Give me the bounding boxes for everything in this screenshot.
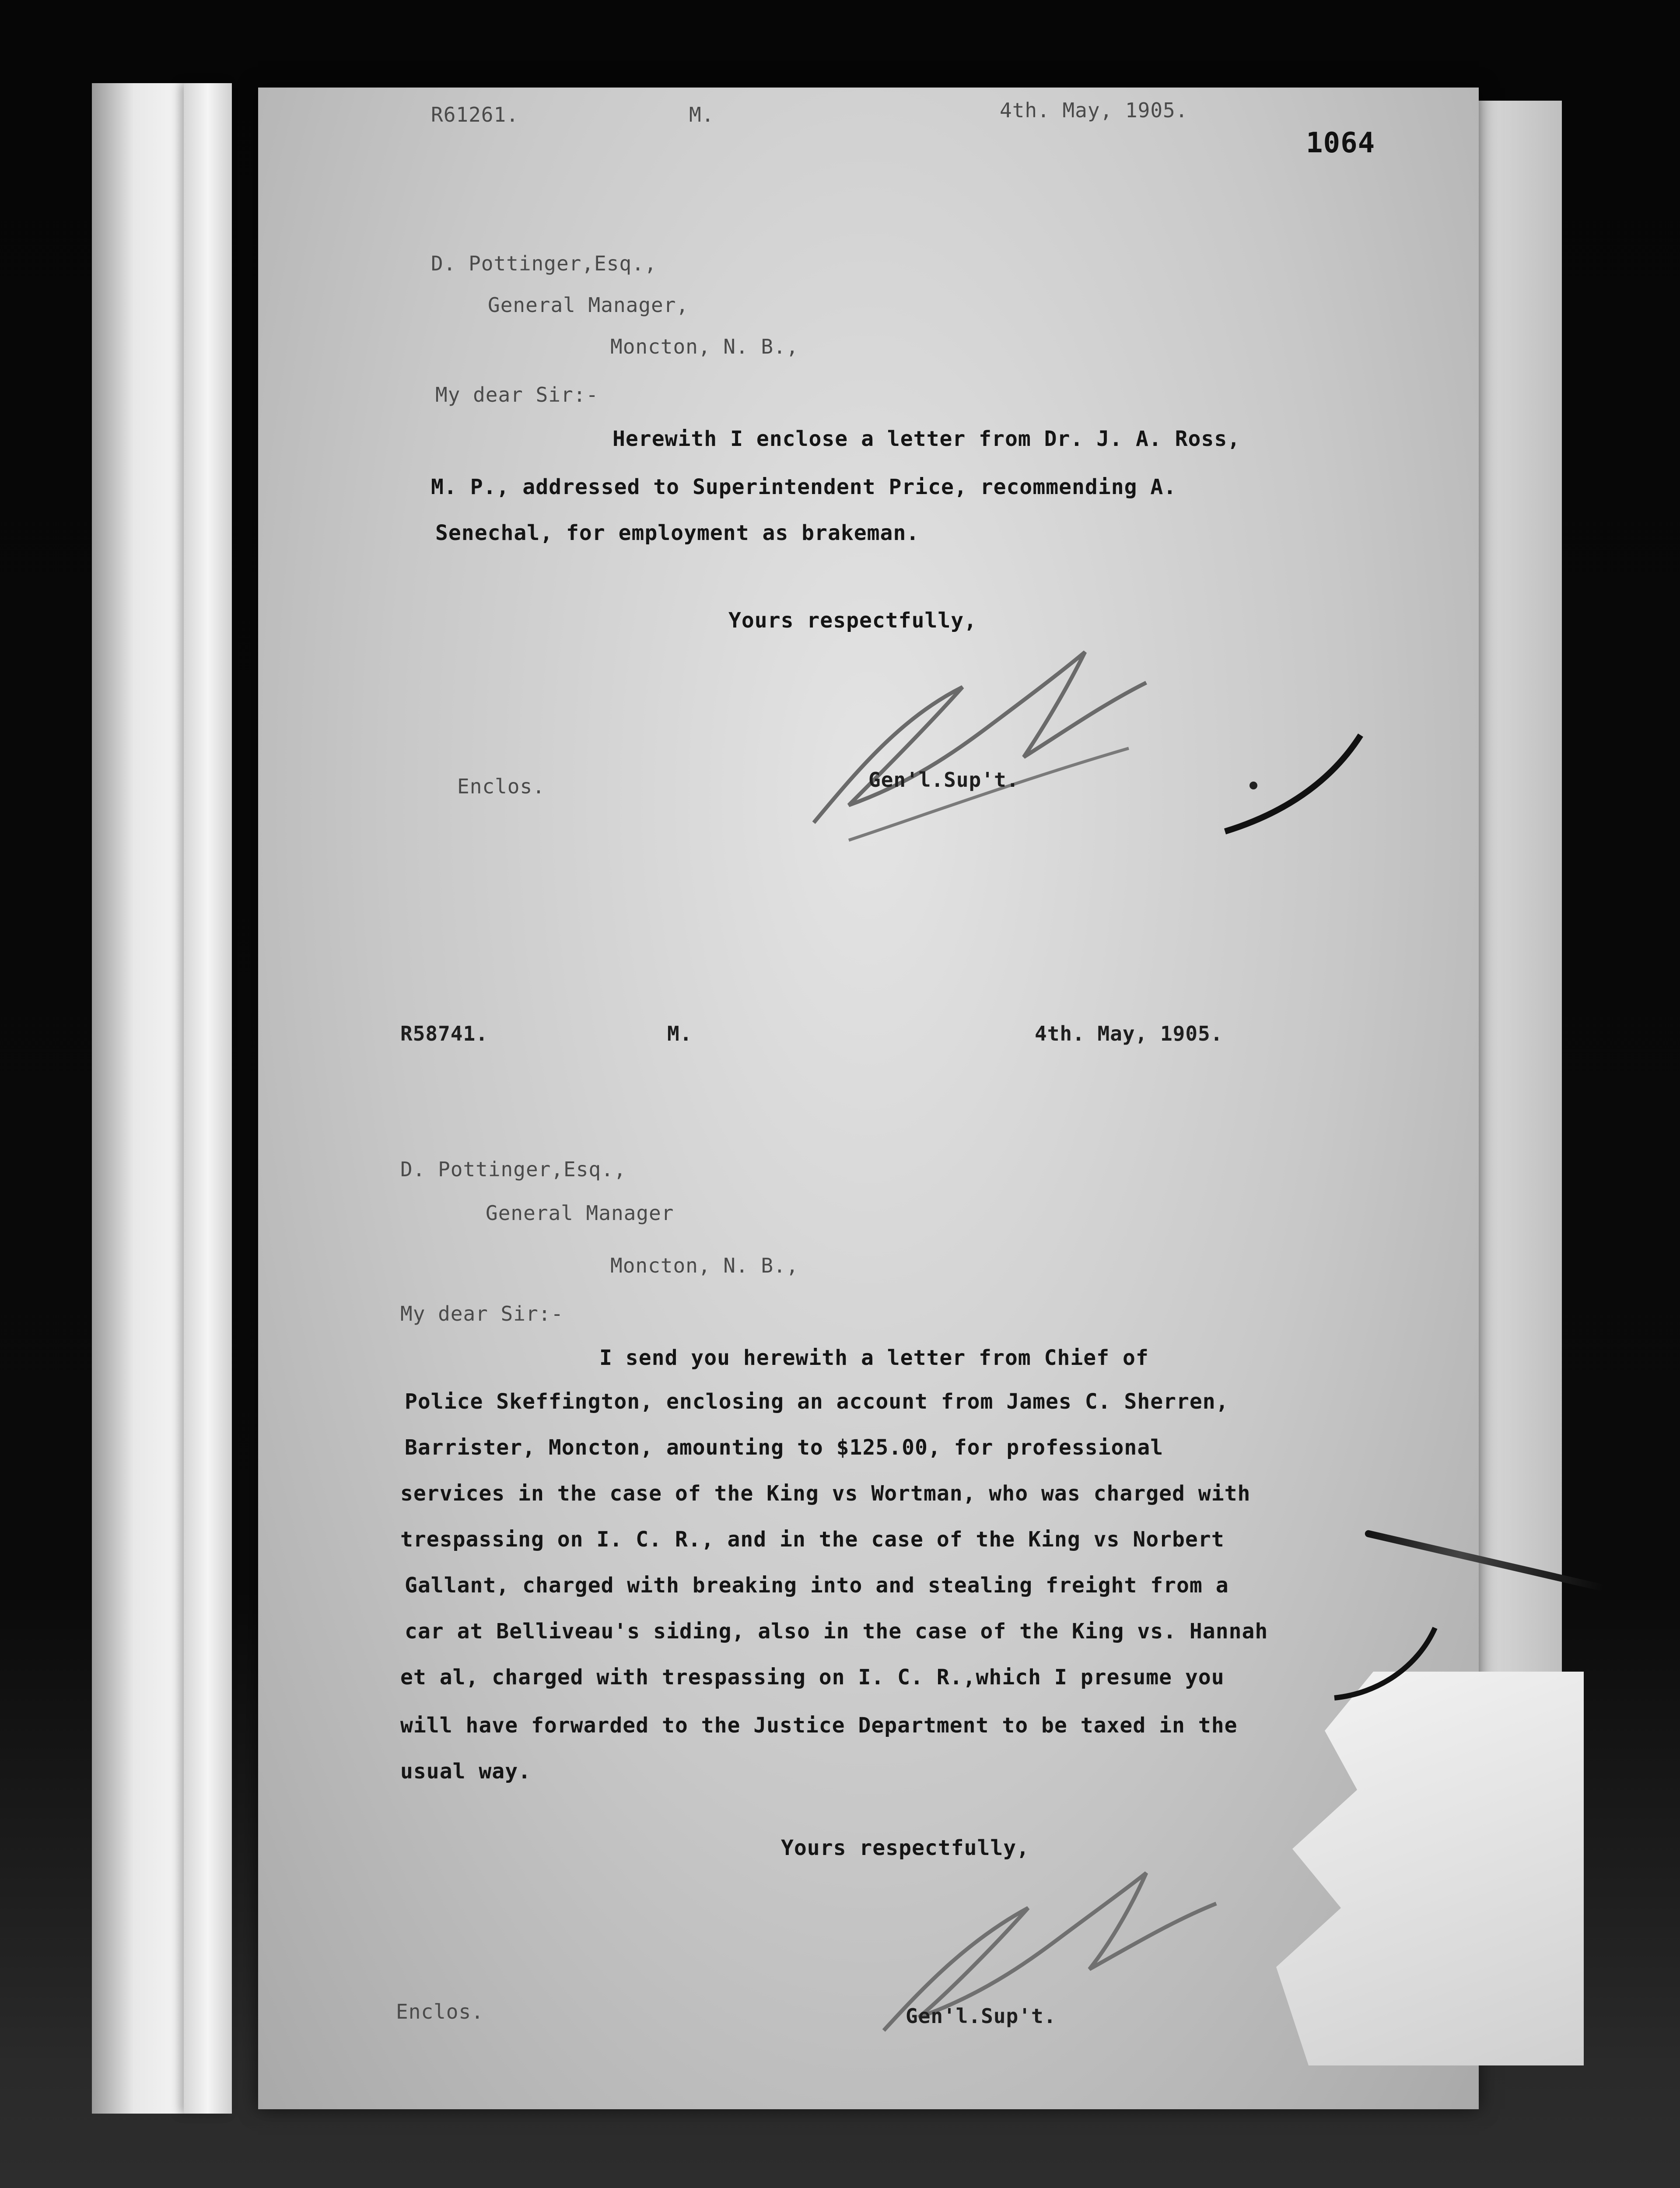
letter1-enclosure: Enclos. — [457, 775, 545, 798]
letter2-closing: Yours respectfully, — [781, 1836, 1030, 1860]
letter2-body-line: Police Skeffington, enclosing an account from James C. Sherren, — [405, 1389, 1229, 1414]
letter1-mark: M. — [689, 103, 714, 126]
ink-mark — [1216, 709, 1374, 840]
letter1-closing: Yours respectfully, — [728, 608, 977, 633]
letter1-body-line: Herewith I enclose a letter from Dr. J. A. Ross, — [612, 427, 1241, 451]
letter2-reference: R58741. — [400, 1022, 488, 1045]
letter1-salutation: My dear Sir:- — [435, 383, 599, 407]
letter2-body-line: I send you herewith a letter from Chief of — [599, 1346, 1149, 1370]
letter2-body-line: Barrister, Moncton, amounting to $125.00, for professional — [405, 1435, 1164, 1460]
letter1-body-line: Senechal, for employment as brakeman. — [435, 521, 920, 545]
letter2-date: 4th. May, 1905. — [1035, 1022, 1223, 1045]
letter2-body-line: car at Belliveau's siding, also in the case of the King vs. Hannah — [405, 1619, 1268, 1644]
letter1-signature — [796, 639, 1234, 849]
letter1-location: Moncton, N. B., — [610, 335, 799, 358]
letter2-salutation: My dear Sir:- — [400, 1302, 564, 1325]
page-number: 1064 — [1306, 127, 1376, 159]
letter1-signatory-title: Gen'l.Sup't. — [868, 768, 1019, 792]
letter1-reference: R61261. — [431, 103, 519, 126]
ink-mark — [1330, 1619, 1444, 1707]
left-page-edge — [184, 83, 232, 2114]
letter1-title: General Manager, — [488, 293, 689, 317]
letter2-body-line: trespassing on I. C. R., and in the case of the King vs Norbert — [400, 1527, 1225, 1552]
letter2-mark: M. — [667, 1022, 693, 1045]
letter2-signatory-title: Gen'l.Sup't. — [906, 2004, 1057, 2028]
letter2-body-line: will have forwarded to the Justice Department to be taxed in the — [400, 1713, 1238, 1738]
letter2-body-line: et al, charged with trespassing on I. C. R.,which I presume you — [400, 1665, 1225, 1690]
letter1-addressee: D. Pottinger,Esq., — [431, 252, 657, 275]
letter2-title: General Manager — [486, 1201, 674, 1225]
letter2-body-line: Gallant, charged with breaking into and stealing freight from a — [405, 1573, 1229, 1598]
letter2-addressee: D. Pottinger,Esq., — [400, 1157, 626, 1181]
letter2-body-line: usual way. — [400, 1759, 531, 1784]
letter2-enclosure: Enclos. — [396, 2000, 484, 2023]
letter1-date: 4th. May, 1905. — [1000, 98, 1188, 122]
letter2-body-line: services in the case of the King vs Wortman, who was charged with — [400, 1481, 1251, 1506]
letter2-location: Moncton, N. B., — [610, 1254, 799, 1277]
letter1-body-line: M. P., addressed to Superintendent Price, recommending A. — [431, 475, 1177, 499]
